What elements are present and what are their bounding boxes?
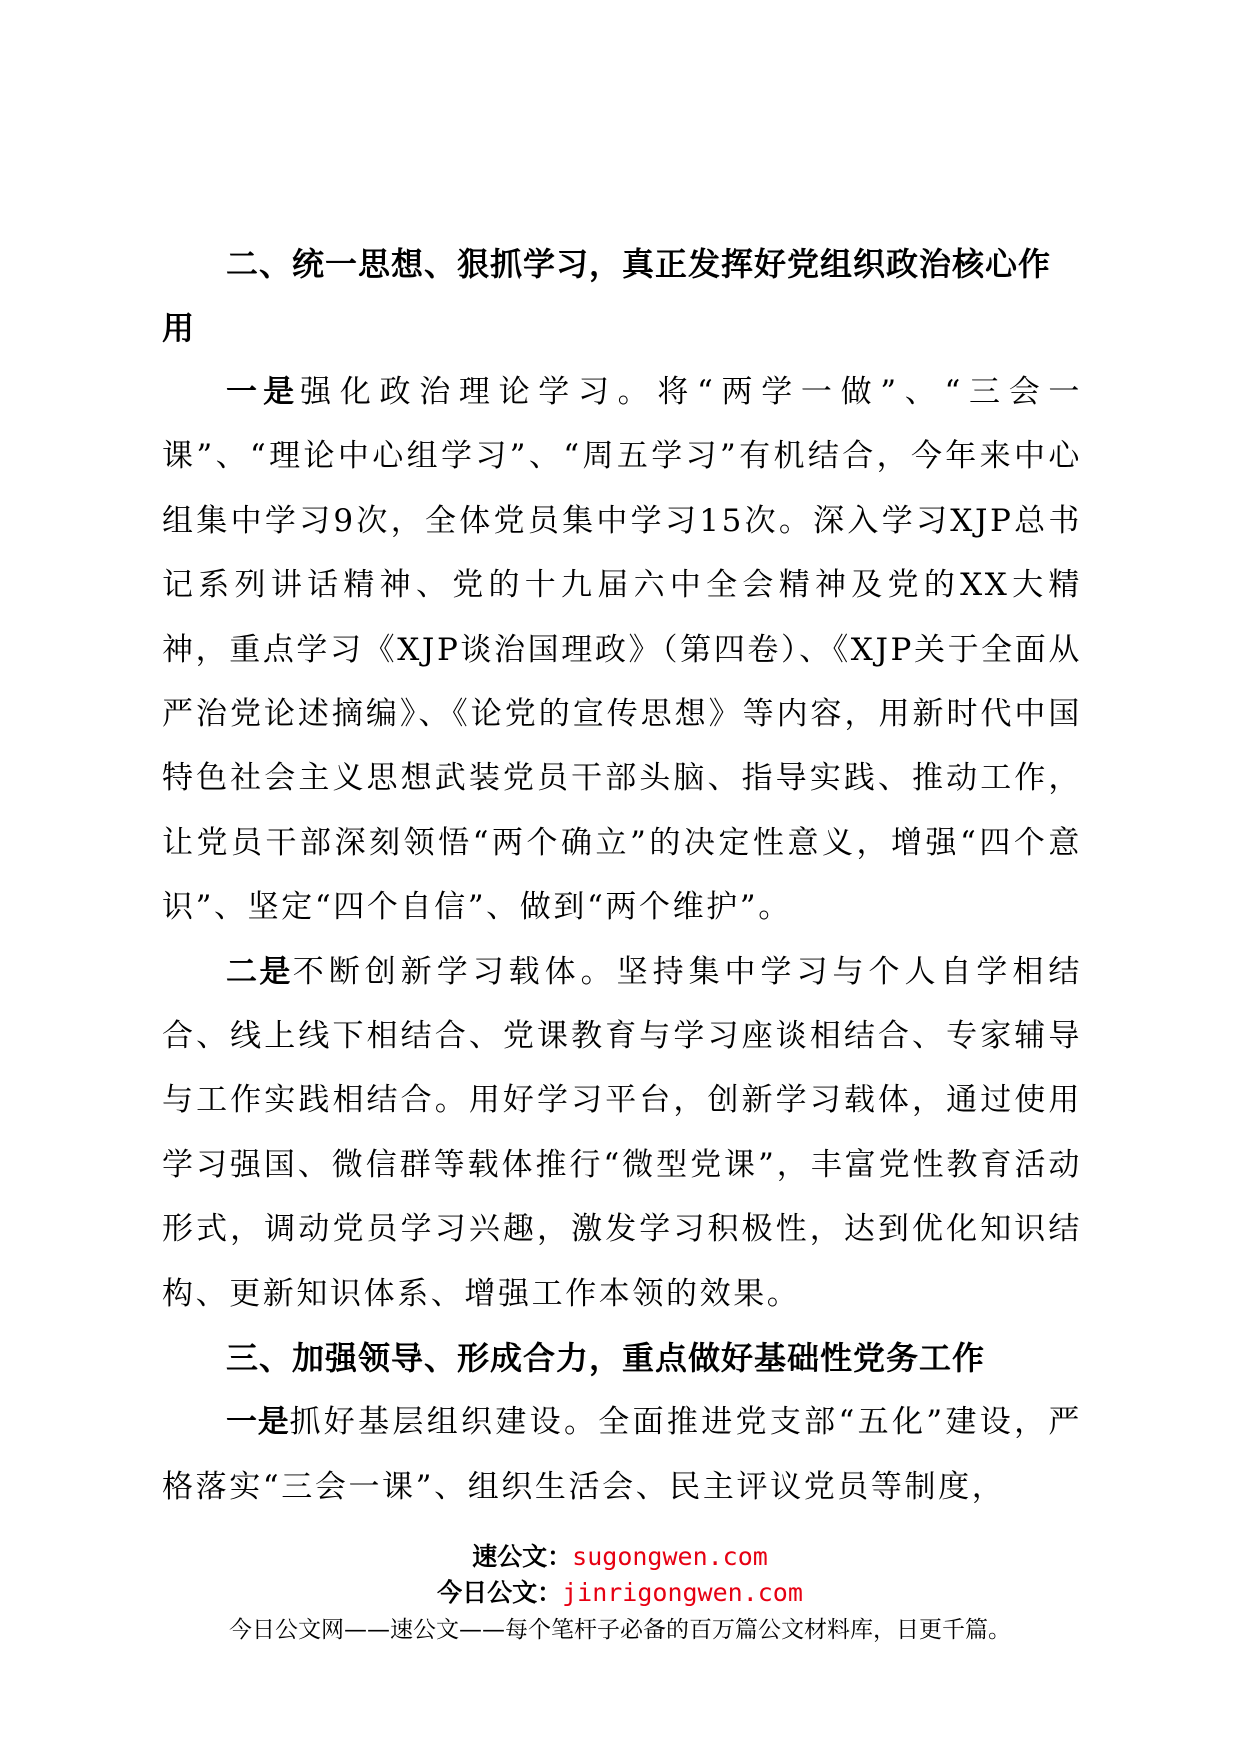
footer-link-sugongwen[interactable]: sugongwen.com xyxy=(572,1542,768,1571)
paragraph-lead: 一是 xyxy=(226,1404,290,1441)
paragraph-s3-1 xyxy=(162,1390,1082,1519)
footer-slogan: 今日公文网——速公文——每个笔杆子必备的百万篇公文材料库，日更千篇。 xyxy=(229,1617,1011,1643)
footer-link-jinrigongwen[interactable]: jinrigongwen.com xyxy=(562,1578,803,1607)
paragraph-text: 强化政治理论学习。将“两学一做”、“三会一课”、“理论中心组学习”、“周五学习”有机结合，今年来中心组集中学习9次，全体党员集中学习15次。深入学习XJP总书记系列讲话精神、党的十九届六中全会精神及党的XX大精神，重点学习《XJP谈治国理政》（第四卷）、《XJP关于全面从严治党论述摘编》、《论党的宣传思想》等内容，用新时代中国特色社会主义思想武装党员干部头脑、指导实践、推动工作，让党员干部深刻领悟“两个确立”的决定性意义，增强“四个意识”、坚定“四个自信”、做到“两个维护”。 xyxy=(162,374,1082,926)
footer-line-1 xyxy=(0,1540,1240,1574)
footer-label-1: 速公文： xyxy=(472,1542,573,1571)
paragraph-s2-2 xyxy=(162,940,1082,1326)
footer-line-2 xyxy=(0,1576,1240,1610)
document-body xyxy=(162,232,1082,1519)
paragraph-lead: 二是 xyxy=(226,953,293,990)
paragraph-text: 不断创新学习载体。坚持集中学习与个人自学相结合、线上线下相结合、党课教育与学习座谈相结合、专家辅导与工作实践相结合。用好学习平台，创新学习载体，通过使用学习强国、微信群等载体推行“微型党课”，丰富党性教育活动形式，调动党员学习兴趣，激发学习积极性，达到优化知识结构、更新知识体系、增强工作本领的效果。 xyxy=(162,953,1082,1312)
paragraph-s2-1 xyxy=(162,360,1082,940)
footer-label-2: 今日公文： xyxy=(437,1578,563,1607)
section-heading-2: 二、统一思想、狠抓学习，真正发挥好党组织政治核心作用 xyxy=(162,245,1052,347)
paragraph-text: 抓好基层组织建设。全面推进党支部“五化”建设，严格落实“三会一课”、组织生活会、民主评议党员等制度， xyxy=(162,1404,1083,1505)
section-heading-3: 三、加强领导、形成合力，重点做好基础性党务工作 xyxy=(226,1339,986,1378)
paragraph-lead: 一是 xyxy=(226,374,301,410)
